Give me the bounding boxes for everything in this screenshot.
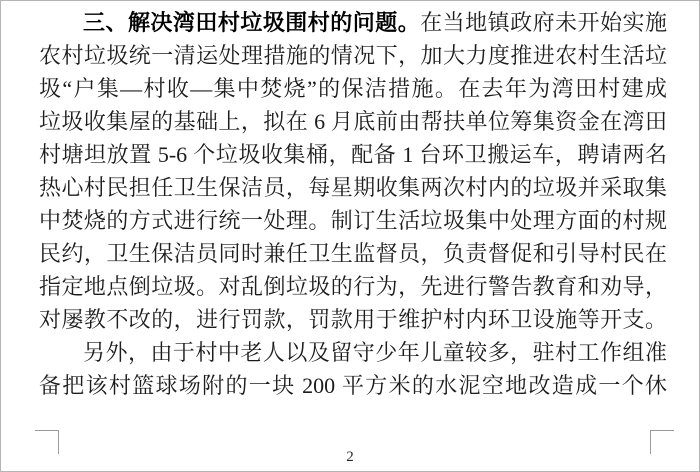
body-text: 备把该村篮球场附的一块 200 平方米的水泥空地改造成一个休 [39, 373, 667, 398]
text-line [39, 171, 667, 204]
body-text: 农村垃圾统一清运处理措施的情况下，加大力度推进农村生活垃 [39, 43, 667, 68]
text-line [39, 6, 667, 39]
body-text: 指定地点倒垃圾。对乱倒垃圾的行为，先进行警告教育和劝导， [39, 274, 667, 299]
document-text [39, 6, 667, 402]
text-line [39, 105, 667, 138]
text-line [39, 237, 667, 270]
body-text: 圾“户集—村收—集中焚烧”的保洁措施。在去年为湾田村建成 [39, 76, 667, 101]
body-text: 垃圾收集屋的基础上，拟在 6 月底前由帮扶单位筹集资金在湾田 [39, 109, 667, 134]
text-line [39, 39, 667, 72]
text-line [39, 138, 667, 171]
text-line [39, 270, 667, 303]
body-text: 热心村民担任卫生保洁员，每星期收集两次村内的垃圾并采取集 [39, 175, 667, 200]
text-line [39, 336, 667, 369]
text-line [39, 369, 667, 402]
text-line [39, 72, 667, 105]
body-text: 对屡教不改的，进行罚款，罚款用于维护村内环卫设施等开支。 [39, 307, 667, 332]
body-text: 中焚烧的方式进行统一处理。制订生活垃圾集中处理方面的村规 [39, 208, 667, 233]
body-text: 另外，由于村中老人以及留守少年儿童较多，驻村工作组准 [83, 340, 667, 365]
page-number: 2 [346, 449, 354, 465]
text-line [39, 303, 667, 336]
body-text: 村塘坦放置 5-6 个垃圾收集桶，配备 1 台环卫搬运车，聘请两名 [39, 142, 667, 167]
body-text: 民约，卫生保洁员同时兼任卫生监督员，负责督促和引导村民在 [39, 241, 667, 266]
heading-text: 三、解决湾田村垃圾围村的问题。 [83, 10, 421, 35]
text-line [39, 204, 667, 237]
body-text: 在当地镇政府未开始实施 [420, 10, 667, 35]
